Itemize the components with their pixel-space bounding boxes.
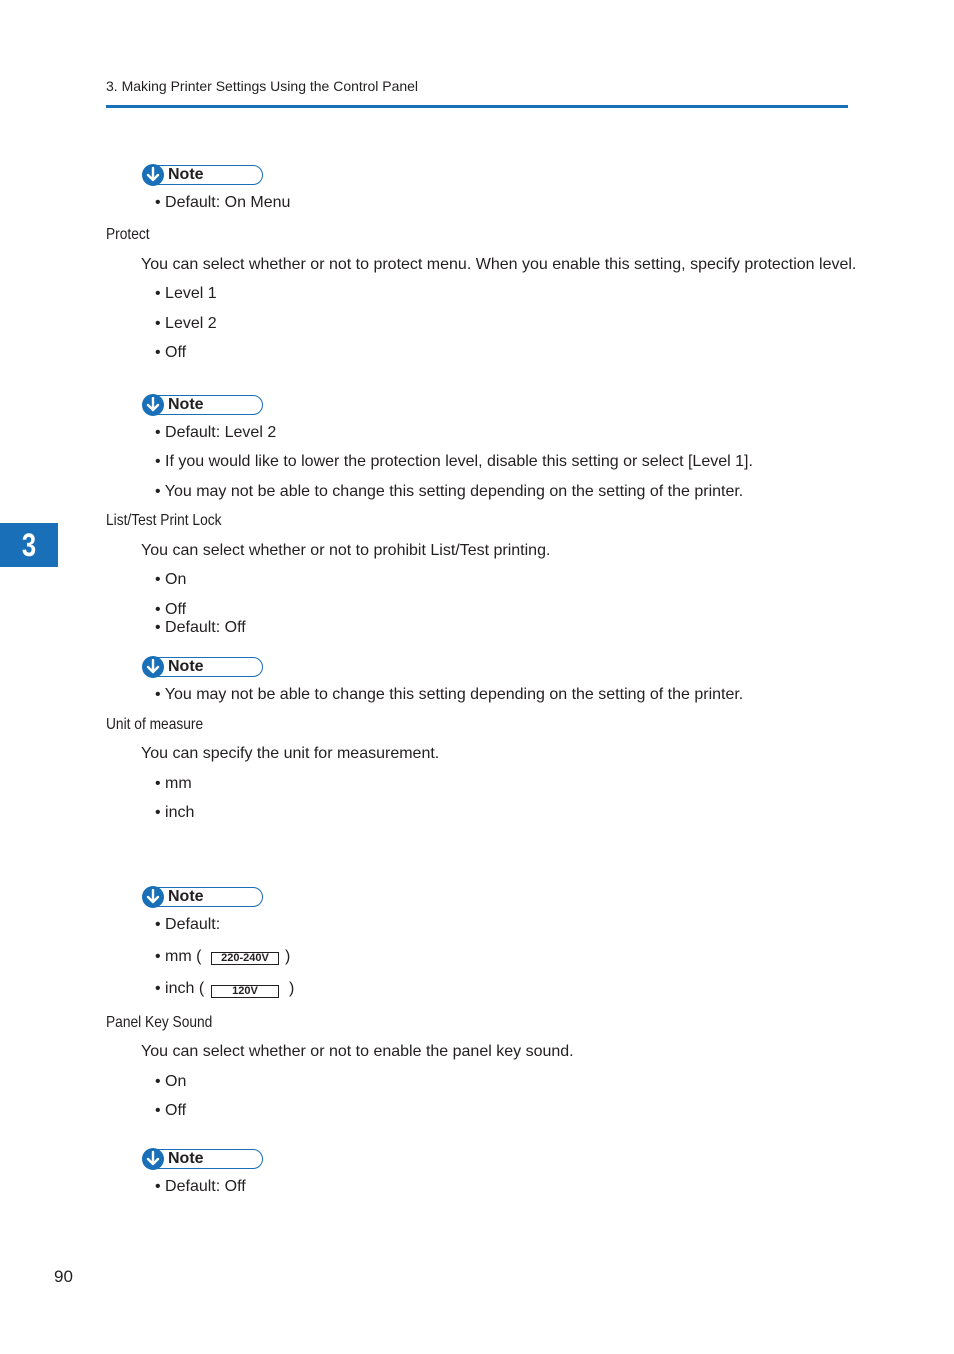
header-rule: [106, 105, 848, 108]
note-item: • You may not be able to change this setting depending on the setting of the printer.: [155, 686, 744, 703]
down-arrow-icon: [142, 164, 164, 186]
note-label: Note: [168, 396, 204, 413]
note-badge: [143, 165, 263, 185]
closing-paren: ): [289, 980, 295, 997]
chapter-tab: [0, 523, 58, 567]
note-label: Note: [168, 888, 204, 905]
note-item-mm: • mm (: [155, 948, 202, 965]
voltage-mark-120v: 120V: [211, 985, 279, 998]
note-label: Note: [168, 166, 204, 183]
note-label: Note: [168, 658, 204, 675]
option-item: • Level 1: [155, 285, 217, 302]
page-number: 90: [54, 1267, 73, 1286]
option-item: • Off: [155, 344, 187, 361]
section-description: You can specify the unit for measurement.: [141, 745, 440, 762]
down-arrow-icon: [142, 886, 164, 908]
note-badge: [143, 657, 263, 677]
note-item: • Default: On Menu: [155, 194, 291, 211]
note-badge: [143, 887, 263, 907]
note-badge: [143, 395, 263, 415]
option-item: • Level 2: [155, 315, 217, 332]
chapter-number: 3: [21, 527, 37, 563]
closing-paren: ): [285, 948, 291, 965]
section-description: You can select whether or not to prohibit List/Test printing.: [141, 542, 551, 559]
note-item-inch: • inch (: [155, 980, 205, 997]
option-item: • inch: [155, 804, 195, 821]
option-item: • On: [155, 571, 187, 588]
note-badge: [143, 1149, 263, 1169]
section-description: You can select whether or not to enable the panel key sound.: [141, 1043, 574, 1060]
section-description: You can select whether or not to protect menu. When you enable this setting, specify protection level.: [141, 256, 857, 273]
down-arrow-icon: [142, 1148, 164, 1170]
option-item: • Off: [155, 1102, 187, 1119]
note-item: • You may not be able to change this setting depending on the setting of the printer.: [155, 483, 744, 500]
down-arrow-icon: [142, 394, 164, 416]
note-item: • Default: Off: [155, 1178, 246, 1195]
note-label: Note: [168, 1150, 204, 1167]
note-item: • Default: Level 2: [155, 424, 277, 441]
section-heading-unit: Unit of measure: [106, 716, 204, 733]
note-item: • If you would like to lower the protection level, disable this setting or select [Level 1].: [155, 453, 753, 470]
section-heading-panel-key: Panel Key Sound: [106, 1014, 213, 1031]
down-arrow-icon: [142, 656, 164, 678]
section-heading-list-test: List/Test Print Lock: [106, 512, 222, 529]
option-item: • On: [155, 1073, 187, 1090]
option-item: • Off: [155, 601, 187, 618]
section-heading-protect: Protect: [106, 226, 150, 243]
voltage-mark-220-240v: 220-240V: [211, 952, 279, 965]
note-item: • Default:: [155, 916, 221, 933]
option-item: • Default: Off: [155, 619, 246, 636]
running-head: 3. Making Printer Settings Using the Control Panel: [106, 78, 419, 94]
option-item: • mm: [155, 775, 192, 792]
